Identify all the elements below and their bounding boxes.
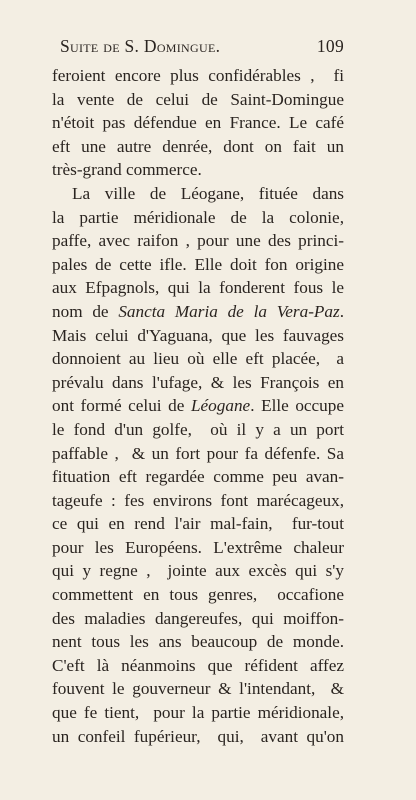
text-line: nent tous les ans beaucoup de monde. — [52, 632, 344, 652]
text-line: qui y regne , jointe aux excès qui s'y — [52, 561, 344, 581]
text-line: ce qui en rend l'air mal-fain, fur-tout — [52, 514, 344, 534]
text-line: eft une autre denrée, dont on fait un — [52, 136, 344, 156]
text-segment: ont formé celui de — [52, 396, 191, 416]
text-line: commettent en tous genres, occafione — [52, 585, 344, 605]
text-line: aux Efpagnols, qui la fonderent fous le — [52, 278, 344, 298]
text-line: pales de cette ifle. Elle doit fon origine — [52, 254, 344, 274]
text-line: donnoient au lieu où elle eft placée, a — [52, 349, 344, 369]
text-line: fituation eft regardée comme peu avan- — [52, 467, 344, 487]
text-line: que fe tient, pour la partie méridionale, — [52, 703, 344, 723]
text-line: un confeil fupérieur, qui, avant qu'on — [52, 726, 344, 746]
text-segment: . Elle occupe — [250, 396, 345, 416]
page-header — [60, 36, 344, 60]
text-line: Mais celui d'Yaguana, que les fauvages — [52, 325, 344, 345]
text-line: le fond d'un golfe, où il y a un port — [52, 419, 344, 439]
text-line — [52, 394, 344, 418]
text-line: la vente de celui de Saint-Domingue — [52, 89, 344, 109]
text-line: des maladies dangereufes, qui moiffon- — [52, 608, 344, 628]
text-line: C'eft là néanmoins que réfident affez — [52, 655, 344, 675]
page-number: 109 — [316, 36, 344, 56]
text-line: paffable , & un fort pour fa défenfe. Sa — [52, 443, 344, 463]
text-line: la partie méridionale de la colonie, — [52, 207, 344, 227]
text-line: La ville de Léogane, fituée dans — [72, 183, 344, 203]
text-line: n'étoit pas défendue en France. Le café — [52, 113, 344, 133]
text-line: feroient encore plus confidérables , fi — [52, 66, 344, 85]
italic-name: Sancta Maria de la Vera-Paz — [118, 301, 340, 321]
text-line: prévalu dans l'ufage, & les François en — [52, 372, 344, 392]
body-text — [52, 64, 344, 748]
text-line: paffe, avec raifon , pour une des princi- — [52, 231, 344, 251]
text-line: pour les Européens. L'extrême chaleur — [52, 537, 344, 557]
italic-name: Léogane — [190, 396, 251, 416]
text-line — [52, 300, 344, 324]
running-title: Suite de S. Domingue. — [60, 36, 221, 56]
text-segment: nom de — [52, 301, 119, 321]
text-line: très-grand commerce. — [52, 160, 202, 180]
text-segment: . — [339, 301, 344, 321]
text-line: fouvent le gouverneur & l'intendant, & — [52, 679, 344, 699]
text-line: tageufe : fes environs font marécageux, — [52, 490, 344, 510]
